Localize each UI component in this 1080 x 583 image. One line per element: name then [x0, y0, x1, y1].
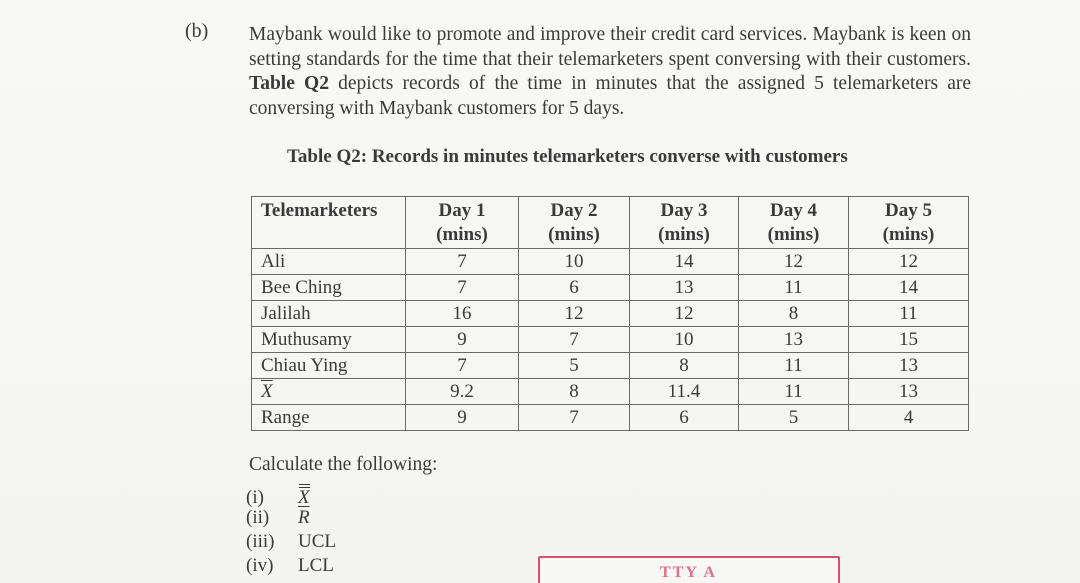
cell-day-3: 8 — [630, 353, 739, 379]
cell-day-5: 11 — [849, 301, 969, 327]
stamp-text: TTY A — [660, 564, 717, 581]
item-number: (iii) — [246, 531, 275, 552]
table-row — [252, 275, 969, 301]
cell-day-1: 16 — [406, 301, 519, 327]
cell-day-2: 8 — [519, 379, 630, 405]
calculate-item — [246, 482, 336, 506]
question-part-label: (b) — [185, 20, 209, 42]
header-day-3: Day 3 (mins) — [630, 197, 739, 249]
cell-day-5: 13 — [849, 379, 969, 405]
cell-day-3: 13 — [630, 275, 739, 301]
calculate-item — [246, 506, 336, 530]
x-double-bar-symbol: X — [298, 482, 310, 510]
cell-day-1: 9.2 — [406, 379, 519, 405]
table-reference: Table Q2 — [249, 73, 329, 94]
cell-day-1: 9 — [406, 327, 519, 353]
stamp — [538, 556, 840, 583]
cell-day-5: 15 — [849, 327, 969, 353]
question-text-2: depicts records of the time in minutes that the assigned 5 telemarketers are conversing with Maybank customers for 5 days. — [249, 73, 971, 119]
table-caption: Table Q2: Records in minutes telemarketers converse with customers — [287, 146, 848, 167]
row-name: Ali — [252, 249, 406, 275]
cell-day-5: 13 — [849, 353, 969, 379]
records-table — [251, 196, 969, 431]
table-row-mean — [252, 379, 969, 405]
table-header-row — [252, 197, 969, 249]
row-name: Jalilah — [252, 301, 406, 327]
row-name: Bee Ching — [252, 275, 406, 301]
calculate-heading: Calculate the following: — [249, 454, 438, 475]
calculate-list — [246, 482, 336, 578]
header-telemarketers: Telemarketers — [252, 197, 406, 249]
item-number: (i) — [246, 487, 264, 508]
cell-day-1: 7 — [406, 249, 519, 275]
table-row — [252, 327, 969, 353]
cell-day-4: 12 — [739, 249, 849, 275]
cell-day-3: 12 — [630, 301, 739, 327]
header-day-1: Day 1 (mins) — [406, 197, 519, 249]
cell-day-4: 5 — [739, 405, 849, 431]
cell-day-3: 11.4 — [630, 379, 739, 405]
row-name: Range — [252, 405, 406, 431]
cell-day-5: 12 — [849, 249, 969, 275]
calculate-item — [246, 530, 336, 554]
header-day-5: Day 5 (mins) — [849, 197, 969, 249]
item-label: UCL — [298, 531, 336, 552]
cell-day-4: 11 — [739, 353, 849, 379]
cell-day-4: 11 — [739, 379, 849, 405]
cell-day-3: 14 — [630, 249, 739, 275]
row-name: Chiau Ying — [252, 353, 406, 379]
cell-day-1: 7 — [406, 275, 519, 301]
header-day-4: Day 4 (mins) — [739, 197, 849, 249]
item-number: (ii) — [246, 507, 270, 528]
cell-day-3: 10 — [630, 327, 739, 353]
calculate-item — [246, 554, 336, 578]
table-row — [252, 353, 969, 379]
cell-day-4: 8 — [739, 301, 849, 327]
cell-day-2: 7 — [519, 327, 630, 353]
table-row — [252, 249, 969, 275]
item-number: (iv) — [246, 555, 274, 576]
cell-day-2: 7 — [519, 405, 630, 431]
x-bar-symbol: $\overline{X}$ — [261, 380, 273, 402]
question-text-1: Maybank would like to promote and improve their credit card services. Maybank is keen on setting standards for the time that their telemarketers spent conversing with their customers. — [249, 24, 971, 70]
r-bar-symbol: $\overline{R}$ — [298, 507, 310, 528]
row-name: Muthusamy — [252, 327, 406, 353]
item-label: LCL — [298, 555, 334, 576]
cell-day-5: 4 — [849, 405, 969, 431]
header-day-2: Day 2 (mins) — [519, 197, 630, 249]
cell-day-1: 9 — [406, 405, 519, 431]
cell-day-3: 6 — [630, 405, 739, 431]
row-name-xbar — [252, 379, 406, 405]
cell-day-2: 5 — [519, 353, 630, 379]
cell-day-1: 7 — [406, 353, 519, 379]
question-paragraph — [249, 23, 971, 121]
cell-day-2: 12 — [519, 301, 630, 327]
cell-day-2: 6 — [519, 275, 630, 301]
table-row — [252, 301, 969, 327]
cell-day-2: 10 — [519, 249, 630, 275]
cell-day-4: 13 — [739, 327, 849, 353]
cell-day-5: 14 — [849, 275, 969, 301]
cell-day-4: 11 — [739, 275, 849, 301]
table-row-range — [252, 405, 969, 431]
